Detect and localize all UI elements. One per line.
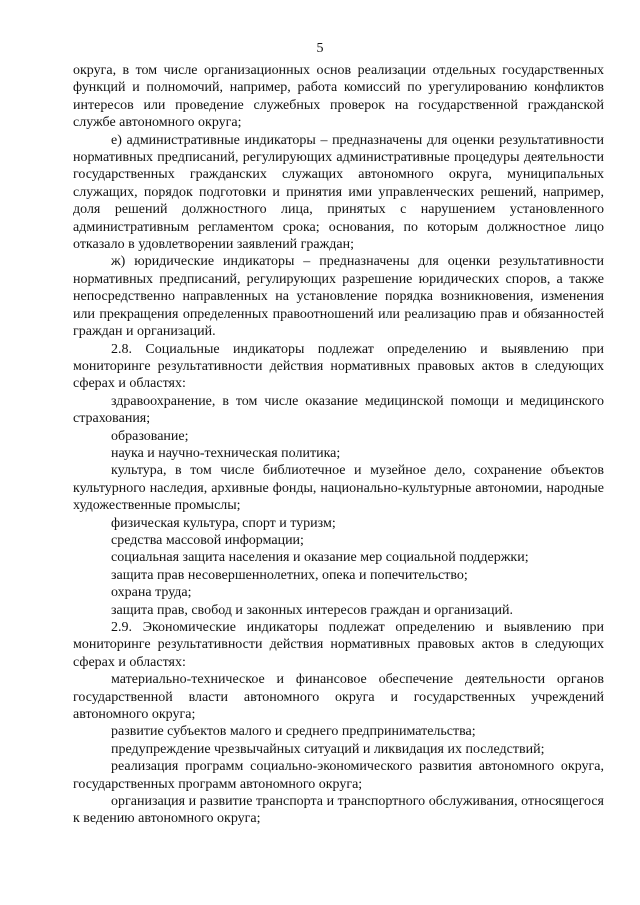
- paragraph: организация и развитие транспорта и транспортного обслуживания, относящегося к ведению автономного округа;: [73, 794, 604, 827]
- paragraph: защита прав несовершеннолетних, опека и попечительство;: [111, 567, 468, 583]
- paragraph: ж) юридические индикаторы – предназначены для оценки результативности нормативных предписаний, регулирующих разрешение юридических споров, а также непосредственно направленных на установление порядка возникновения, изменения или прекращения определенных правоотношений или реализацию прав и обязанностей граждан и организаций.: [73, 254, 604, 340]
- paragraph: культура, в том числе библиотечное и музейное дело, сохранение объектов культурного наследия, архивные фонды, национально-культурные автономии, народные художественные промыслы;: [73, 463, 604, 514]
- paragraph: предупреждение чрезвычайных ситуаций и ликвидация их последствий;: [111, 741, 545, 757]
- paragraph: образование;: [111, 428, 189, 444]
- paragraph: развитие субъектов малого и среднего предпринимательства;: [111, 724, 476, 740]
- paragraph: социальная защита населения и оказание мер социальной поддержки;: [111, 550, 529, 566]
- paragraph: физическая культура, спорт и туризм;: [111, 515, 336, 531]
- paragraph: е) административные индикаторы – предназначены для оценки результативности нормативных предписаний, регулирующих административные процедуры деятельности государственных гражданских служащих автономного округа, муниципальных служащих, порядок подготовки и принятия ими управленческих решений, например, доля решений должностного лица, принятых с нарушением установленного административным регламентом срока; основания, по которым должностное лицо отказало в удовлетворении заявлений граждан;: [73, 132, 604, 253]
- paragraph: средства массовой информации;: [111, 532, 304, 548]
- paragraph: материально-техническое и финансовое обеспечение деятельности органов государственной власти автономного округа и государственных учреждений автономного округа;: [73, 672, 604, 723]
- paragraph: 2.9. Экономические индикаторы подлежат определению и выявлению при мониторинге результативности действия нормативных правовых актов в следующих сферах и областях:: [73, 620, 604, 670]
- paragraph: защита прав, свобод и законных интересов граждан и организаций.: [111, 602, 513, 618]
- paragraph: 2.8. Социальные индикаторы подлежат определению и выявлению при мониторинге результативности действия нормативных правовых актов в следующих сферах и областях:: [73, 341, 604, 392]
- paragraph: охрана труда;: [111, 585, 192, 601]
- paragraph: округа, в том числе организационных основ реализации отдельных государственных функций и полномочий, например, работа комиссий по урегулированию конфликтов интересов или проведение служебных проверок на государственной гражданской службе автономного округа;: [73, 63, 604, 131]
- document-body: [73, 62, 604, 828]
- page-number: 5: [316, 41, 324, 56]
- paragraph: реализация программ социально-экономического развития автономного округа, государственных программ автономного округа;: [73, 759, 604, 792]
- paragraph: здравоохранение, в том числе оказание медицинской помощи и медицинского страхования;: [73, 393, 604, 427]
- paragraph: наука и научно-техническая политика;: [111, 445, 341, 461]
